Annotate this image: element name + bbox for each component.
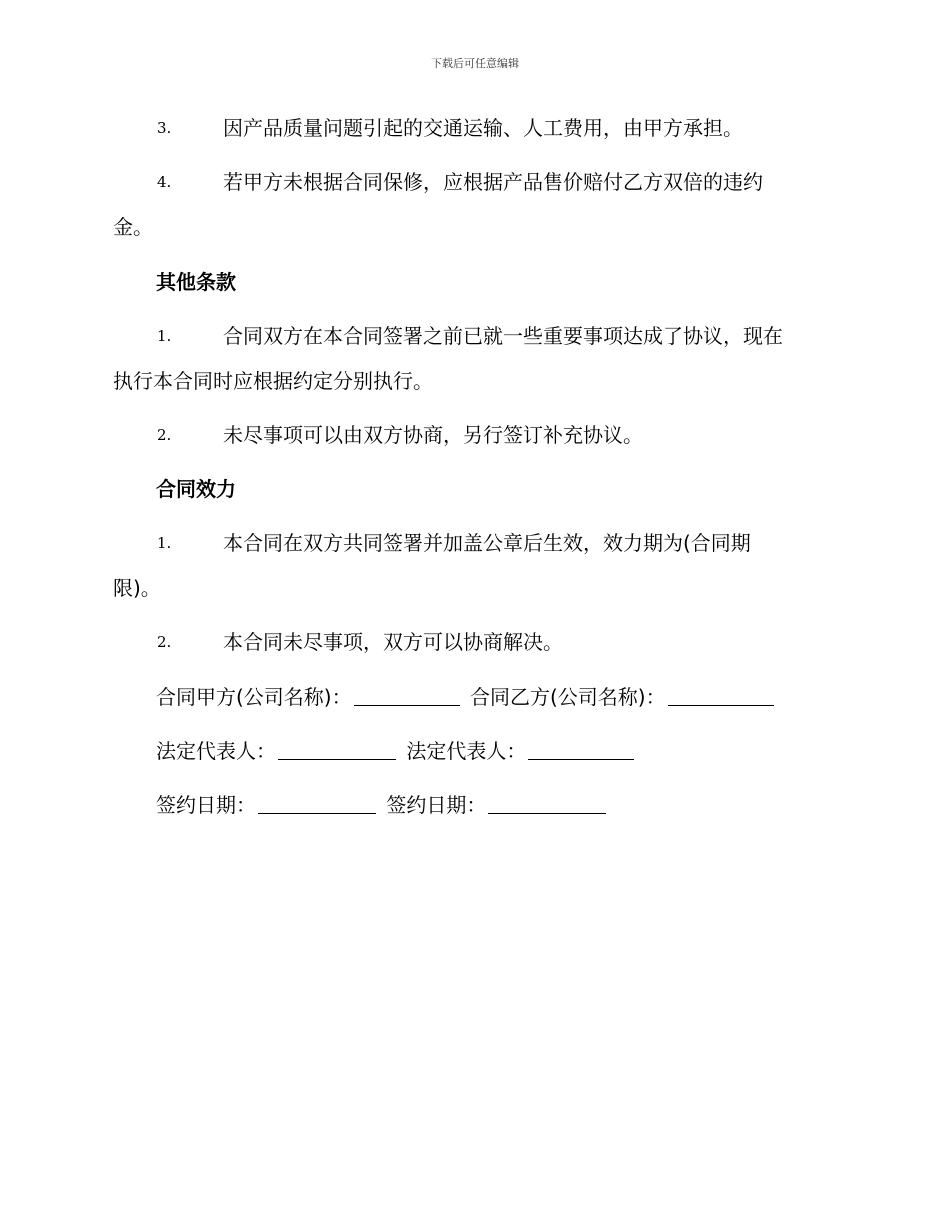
item-number: 2. — [157, 426, 172, 444]
list-item — [113, 160, 838, 250]
header-note: 下载后可任意编辑 — [431, 57, 519, 70]
item-number: 3. — [157, 119, 172, 137]
rep-b-label: 法定代表人： — [406, 739, 527, 763]
item-text: 合同双方在本合同签署之前已就一些重要事项达成了协议，现在 — [223, 324, 783, 348]
date-b-blank[interactable] — [488, 812, 606, 814]
item-text-continued: 金。 — [113, 215, 153, 239]
party-a-blank[interactable] — [354, 704, 460, 706]
party-b-label: 合同乙方(公司名称)： — [469, 685, 666, 709]
date-a-blank[interactable] — [258, 812, 376, 814]
item-number: 1. — [157, 327, 172, 345]
signature-representative-row — [156, 729, 638, 774]
date-b-label: 签约日期： — [386, 793, 487, 817]
item-text: 本合同未尽事项，双方可以协商解决。 — [223, 630, 563, 654]
item-text-continued: 限)。 — [113, 576, 161, 600]
section-heading-effect: 合同效力 — [156, 477, 236, 501]
item-text: 本合同在双方共同签署并加盖公章后生效，效力期为(合同期 — [223, 531, 751, 555]
list-item — [113, 620, 838, 665]
list-item — [113, 521, 838, 611]
item-text-continued: 执行本合同时应根据约定分别执行。 — [113, 369, 433, 393]
list-item — [113, 413, 838, 458]
rep-b-blank[interactable] — [528, 758, 634, 760]
item-text: 未尽事项可以由双方协商，另行签订补充协议。 — [223, 423, 643, 447]
list-item — [113, 106, 838, 151]
item-number: 1. — [157, 534, 172, 552]
signature-company-row — [156, 675, 778, 720]
section-heading-other-terms: 其他条款 — [156, 270, 236, 294]
item-text: 若甲方未根据合同保修，应根据产品售价赔付乙方双倍的违约 — [223, 170, 763, 194]
item-number: 4. — [157, 173, 172, 191]
rep-a-label: 法定代表人： — [156, 739, 276, 763]
date-a-label: 签约日期： — [156, 793, 256, 817]
list-item — [113, 314, 838, 404]
party-b-blank[interactable] — [668, 704, 774, 706]
item-number: 2. — [157, 633, 172, 651]
item-text: 因产品质量问题引起的交通运输、人工费用，由甲方承担。 — [223, 116, 743, 140]
signature-date-row — [156, 783, 610, 828]
rep-a-blank[interactable] — [278, 758, 396, 760]
party-a-label: 合同甲方(公司名称)： — [156, 685, 352, 709]
